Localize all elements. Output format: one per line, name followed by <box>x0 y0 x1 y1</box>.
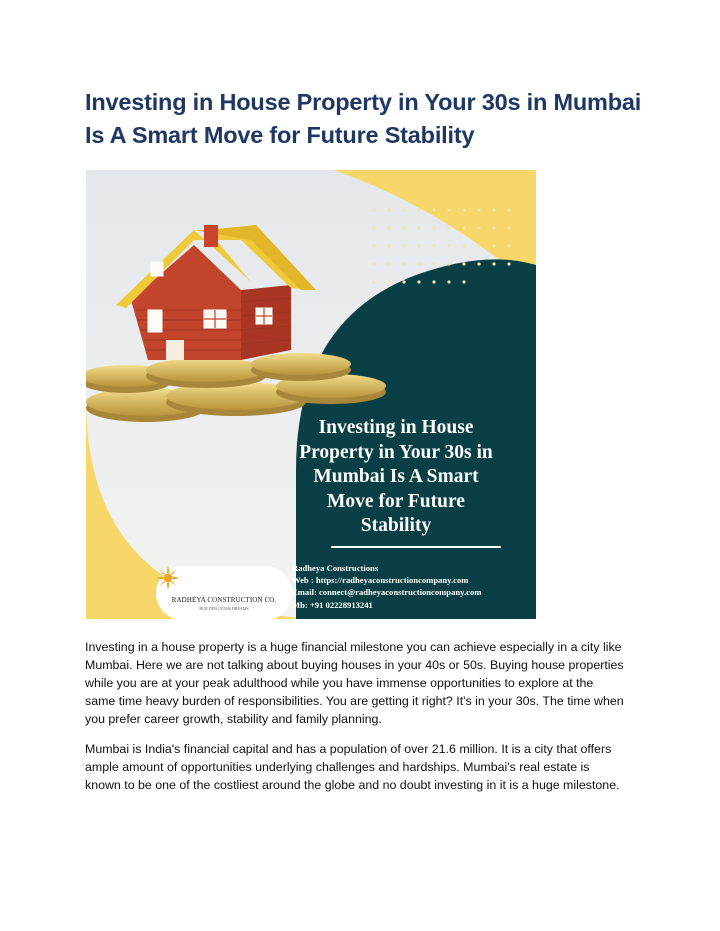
banner-headline-line: Stability <box>360 515 432 536</box>
website-link[interactable]: Web : https://radheyaconstructioncompany.com <box>292 575 469 586</box>
sun-logo-icon <box>156 566 180 590</box>
body-paragraph: Investing in a house property is a huge financial milestone you can achieve especially in a city like Mumbai. Here we are not talking about buying houses in your 40s or 50s. Buying house properties while you are at your peak adulthood while you have immense opportunities to explore at the same time heavy burden of responsibilities. You are getting it right? It's in your 30s. The time when you prefer career growth, stability and family planning. <box>85 640 624 726</box>
logo-tagline: BUILDING YOUR DREAMS <box>199 606 249 611</box>
banner-headline-line: Investing in House <box>318 417 474 438</box>
body-paragraph: Mumbai is India's financial capital and has a population of over 21.6 million. It is a city that offers ample amount of opportunities underlying challenges and hardships. Mumbai's real estate is known to be one of the costliest around the globe and no doubt investing in it is a huge milestone. <box>85 742 620 792</box>
email-link[interactable]: Email: connect@radheyaconstructioncompany.com <box>292 587 482 598</box>
banner-headline-line: Mumbai Is A Smart <box>313 466 479 487</box>
company-name: Radheya Constructions <box>292 563 379 573</box>
banner-image <box>86 170 536 619</box>
company-logo <box>156 566 292 619</box>
article-title: Investing in House Property in Your 30s in Mumbai Is A Smart Move for Future Stability <box>85 89 642 148</box>
logo-company-name: RADHEYA CONSTRUCTION CO. <box>171 596 277 604</box>
banner-divider <box>331 546 501 548</box>
banner-headline-line: Move for Future <box>327 490 465 512</box>
contact-details <box>292 562 532 611</box>
phone-number: Mb: +91 02228913241 <box>292 599 373 610</box>
banner-artwork <box>86 170 536 619</box>
banner-headline-line: Property in Your 30s in <box>299 441 493 463</box>
banner-headline <box>261 416 531 539</box>
